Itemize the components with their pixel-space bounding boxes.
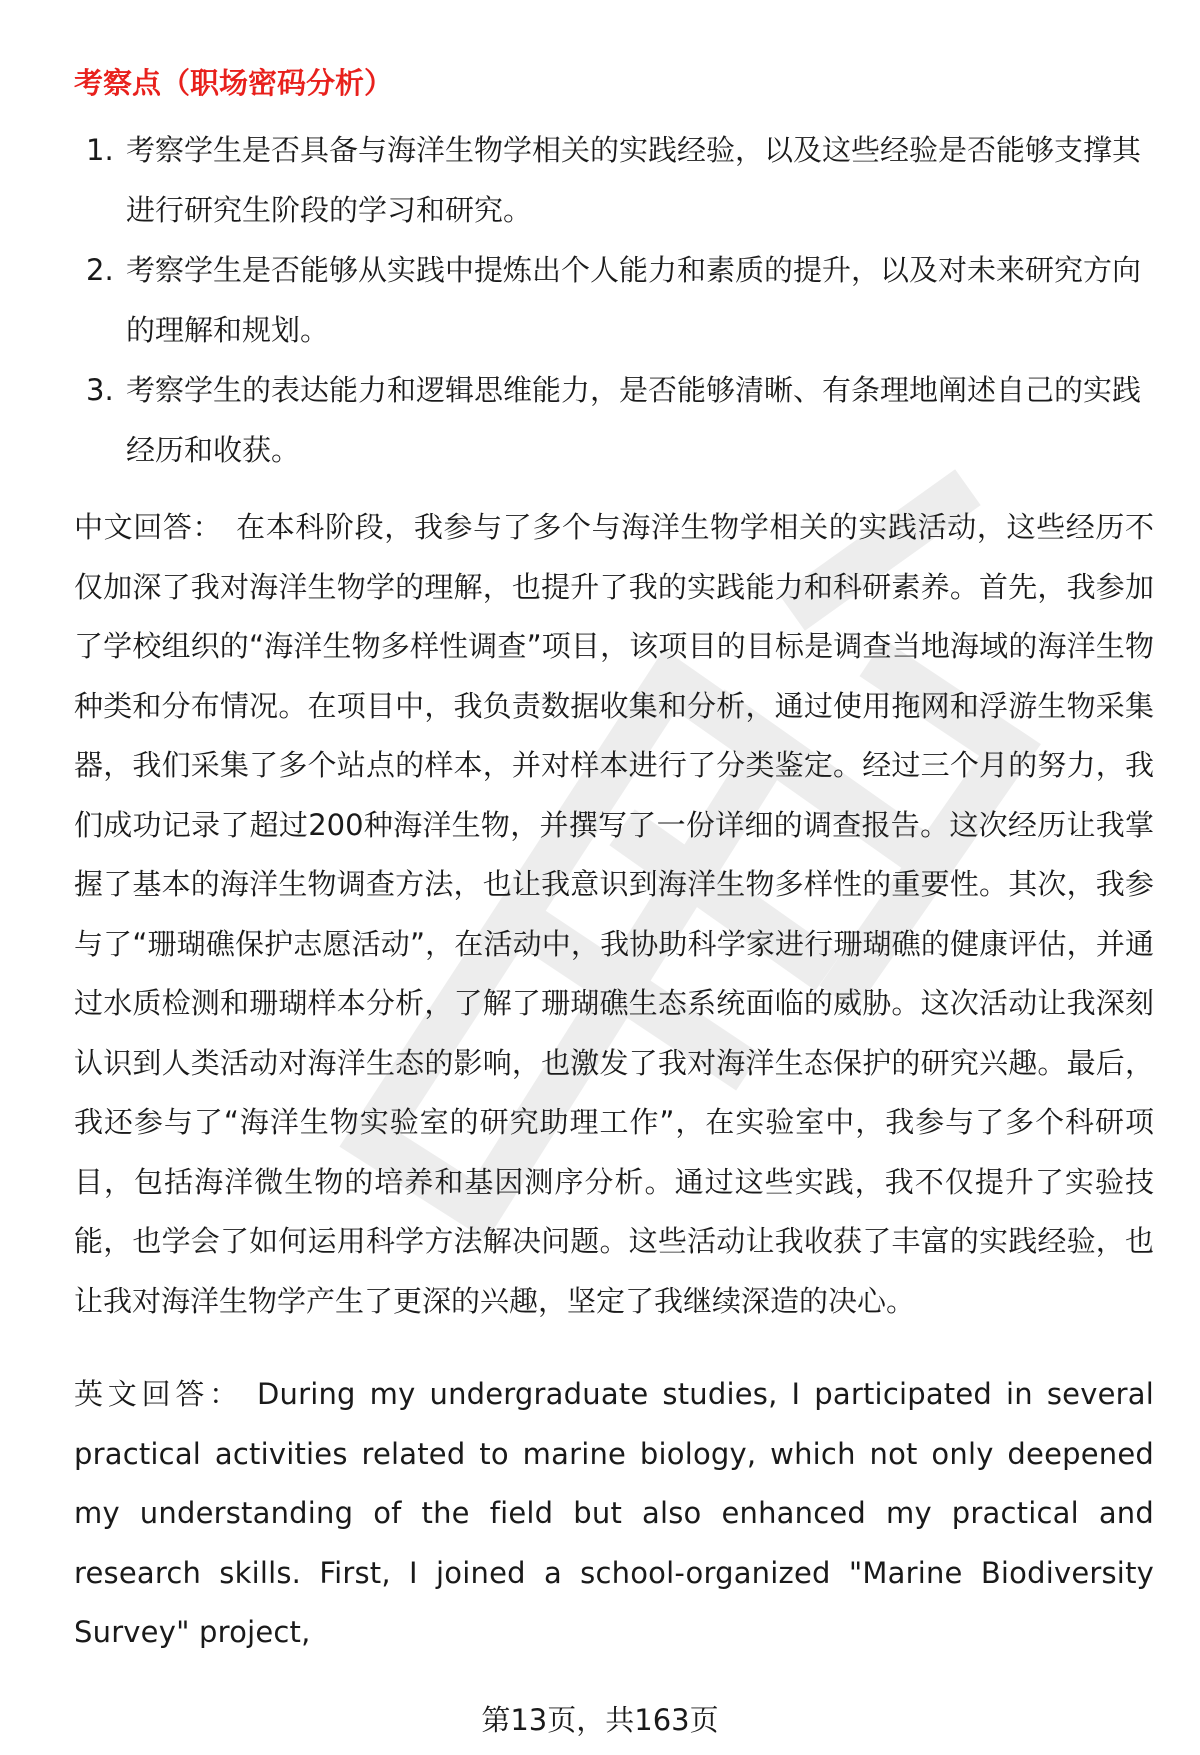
point-text: 考察学生是否能够从实践中提炼出个人能力和素质的提升，以及对未来研究方向的理解和规划。 — [126, 253, 1142, 347]
section-title: 考察点（职场密码分析） — [74, 66, 394, 100]
point-number: 2. — [86, 253, 114, 287]
assessment-point — [74, 240, 1154, 360]
page-number: 第13页，共163页 — [481, 1703, 719, 1737]
english-answer — [74, 1365, 1154, 1663]
english-answer-text: During my undergraduate studies, I participated in several practical activities related to marine biology, which not only deepened my understanding of the field but also enhanced my practical and research skills. First, I joined a school-organized "Marine Biodiversity Survey" project, — [74, 1377, 1154, 1649]
point-number: 1. — [86, 133, 114, 167]
chinese-answer-text: 在本科阶段，我参与了多个与海洋生物学相关的实践活动，这些经历不仅加深了我对海洋生物学的理解，也提升了我的实践能力和科研素养。首先，我参加了学校组织的“海洋生物多样性调查”项目，该项目的目标是调查当地海域的海洋生物种类和分布情况。在项目中，我负责数据收集和分析，通过使用拖网和浮游生物采集器，我们采集了多个站点的样本，并对样本进行了分类鉴定。经过三个月的努力，我们成功记录了超过200种海洋生物，并撰写了一份详细的调查报告。这次经历让我掌握了基本的海洋生物调查方法，也让我意识到海洋生物多样性的重要性。其次，我参与了“珊瑚礁保护志愿活动”，在活动中，我协助科学家进行珊瑚礁的健康评估，并通过水质检测和珊瑚样本分析，了解了珊瑚礁生态系统面临的威胁。这次活动让我深刻认识到人类活动对海洋生态的影响，也激发了我对海洋生态保护的研究兴趣。最后，我还参与了“海洋生物实验室的研究助理工作”，在实验室中，我参与了多个科研项目，包括海洋微生物的培养和基因测序分析。通过这些实践，我不仅提升了实验技能，也学会了如何运用科学方法解决问题。这些活动让我收获了丰富的实践经验，也让我对海洋生物学产生了更深的兴趣，坚定了我继续深造的决心。 — [74, 510, 1154, 1318]
assessment-point — [74, 360, 1154, 480]
point-number: 3. — [86, 373, 114, 407]
english-answer-label: 英文回答： — [74, 1377, 243, 1411]
document-page — [74, 58, 1154, 1663]
chinese-answer — [74, 498, 1154, 1331]
chinese-answer-label: 中文回答： — [74, 510, 223, 544]
point-text: 考察学生是否具备与海洋生物学相关的实践经验，以及这些经验是否能够支撑其进行研究生阶段的学习和研究。 — [126, 133, 1142, 227]
point-text: 考察学生的表达能力和逻辑思维能力，是否能够清晰、有条理地阐述自己的实践经历和收获。 — [126, 373, 1142, 467]
assessment-point — [74, 120, 1154, 240]
assessment-points-list — [74, 120, 1154, 480]
